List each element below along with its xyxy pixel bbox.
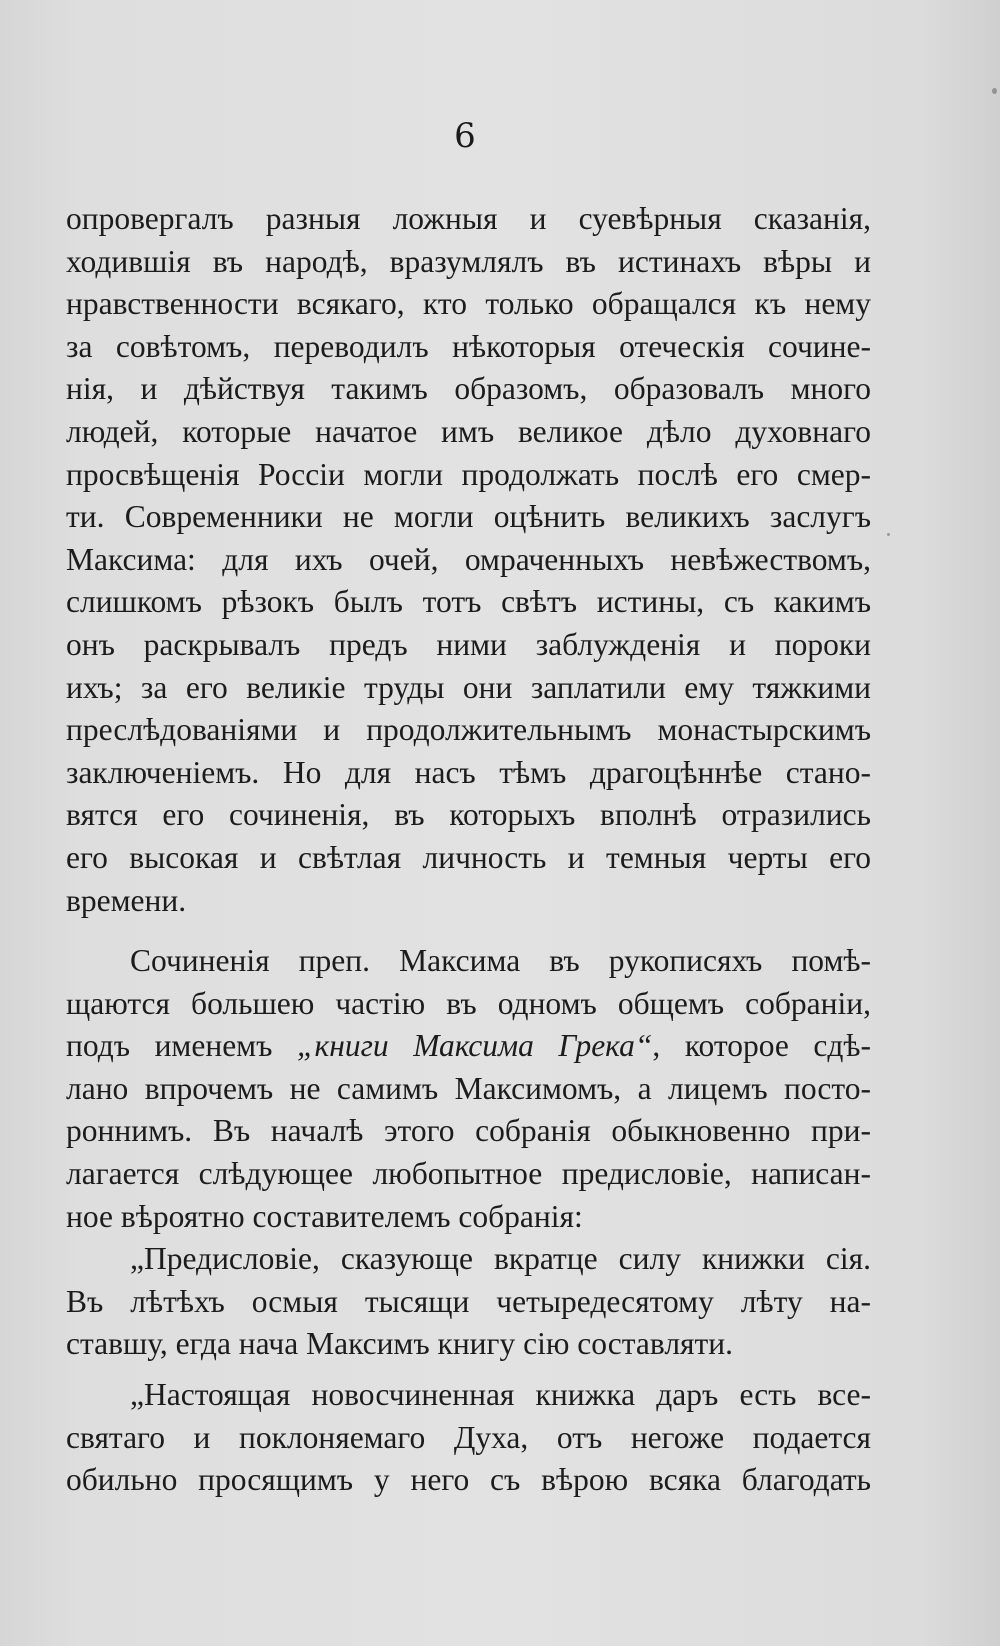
- text-line: лагается слѣдующее любопытное предисловіе, написан-: [66, 1156, 871, 1192]
- text-line: „Настоящая новосчиненная книжка даръ есть все-: [130, 1377, 871, 1413]
- paragraph-1: [66, 198, 871, 922]
- text-line: ти. Современники не могли оцѣнить великихъ заслугъ: [66, 499, 871, 535]
- text-line: вятся его сочиненія, въ которыхъ вполнѣ отразились: [66, 797, 871, 833]
- paper-speck: [992, 88, 997, 94]
- text-line: роннимъ. Въ началѣ этого собранія обыкновенно при-: [66, 1113, 871, 1149]
- text-line: преслѣдованіями и продолжительнымъ монастырскимъ: [66, 712, 871, 748]
- text-line: за совѣтомъ, переводилъ нѣкоторыя отеческія сочине-: [66, 328, 871, 364]
- text-line: нія, и дѣйствуя такимъ образомъ, образовалъ много: [66, 371, 871, 407]
- text-line: онъ раскрывалъ предъ ними заблужденія и пороки: [66, 626, 871, 662]
- text-line: его высокая и свѣтлая личность и темныя черты его: [66, 839, 871, 875]
- text-line: обильно просящимъ у него съ вѣрою всяка благодать: [66, 1462, 871, 1498]
- text-line: нравственности всякаго, кто только обращался къ нему: [66, 286, 871, 322]
- book-title: „книги Максима Грека“: [296, 1028, 653, 1064]
- text-line: „Предисловіе, сказующе вкратце силу книжки сія.: [130, 1241, 871, 1277]
- paragraph-2: [66, 940, 871, 1238]
- text-line: Максима: для ихъ очей, омраченныхъ невѣжествомъ,: [66, 541, 871, 577]
- paragraph-3: [66, 1238, 871, 1366]
- text-line: просвѣщенія Россіи могли продолжать послѣ его смер-: [66, 456, 871, 492]
- text-line: опровергалъ разныя ложныя и суевѣрныя сказанія,: [66, 201, 871, 236]
- text-line: ихъ; за его великіе труды они заплатили ему тяжкими: [66, 669, 871, 705]
- text-line: Въ лѣтѣхъ осмыя тысящи четыредесятому лѣту на-: [66, 1283, 871, 1319]
- text-segment: подъ именемъ: [66, 1028, 297, 1064]
- text-line: лано впрочемъ не самимъ Максимомъ, а лицемъ посто-: [66, 1070, 871, 1106]
- text-segment: , которое сдѣ-: [652, 1028, 871, 1064]
- text-line: Сочиненія преп. Максима въ рукописяхъ помѣ-: [130, 943, 871, 979]
- text-line: заключеніемъ. Но для насъ тѣмъ драгоцѣннѣе стано-: [66, 754, 871, 790]
- text-line: святаго и поклоняемаго Духа, отъ негоже подается: [66, 1419, 871, 1455]
- page-number: 6: [454, 116, 476, 156]
- paragraph-4: [66, 1374, 871, 1502]
- text-line: людей, которые начатое имъ великое дѣло духовнаго: [66, 413, 871, 449]
- text-line: слишкомъ рѣзокъ былъ тотъ свѣтъ истины, съ какимъ: [66, 584, 871, 620]
- body-text: [66, 198, 871, 1502]
- text-line: ходившія въ народѣ, вразумлялъ въ истинахъ вѣры и: [66, 243, 871, 279]
- text-line: ное вѣроятно составителемъ собранія:: [66, 1198, 583, 1234]
- text-line: щаются большею частію въ одномъ общемъ собраніи,: [66, 985, 871, 1021]
- text-line: ставшу, егда нача Максимъ книгу сію составляти.: [66, 1326, 734, 1362]
- text-line: времени.: [66, 882, 187, 918]
- text-line-with-title: [66, 1025, 871, 1068]
- paper-speck: [887, 533, 890, 536]
